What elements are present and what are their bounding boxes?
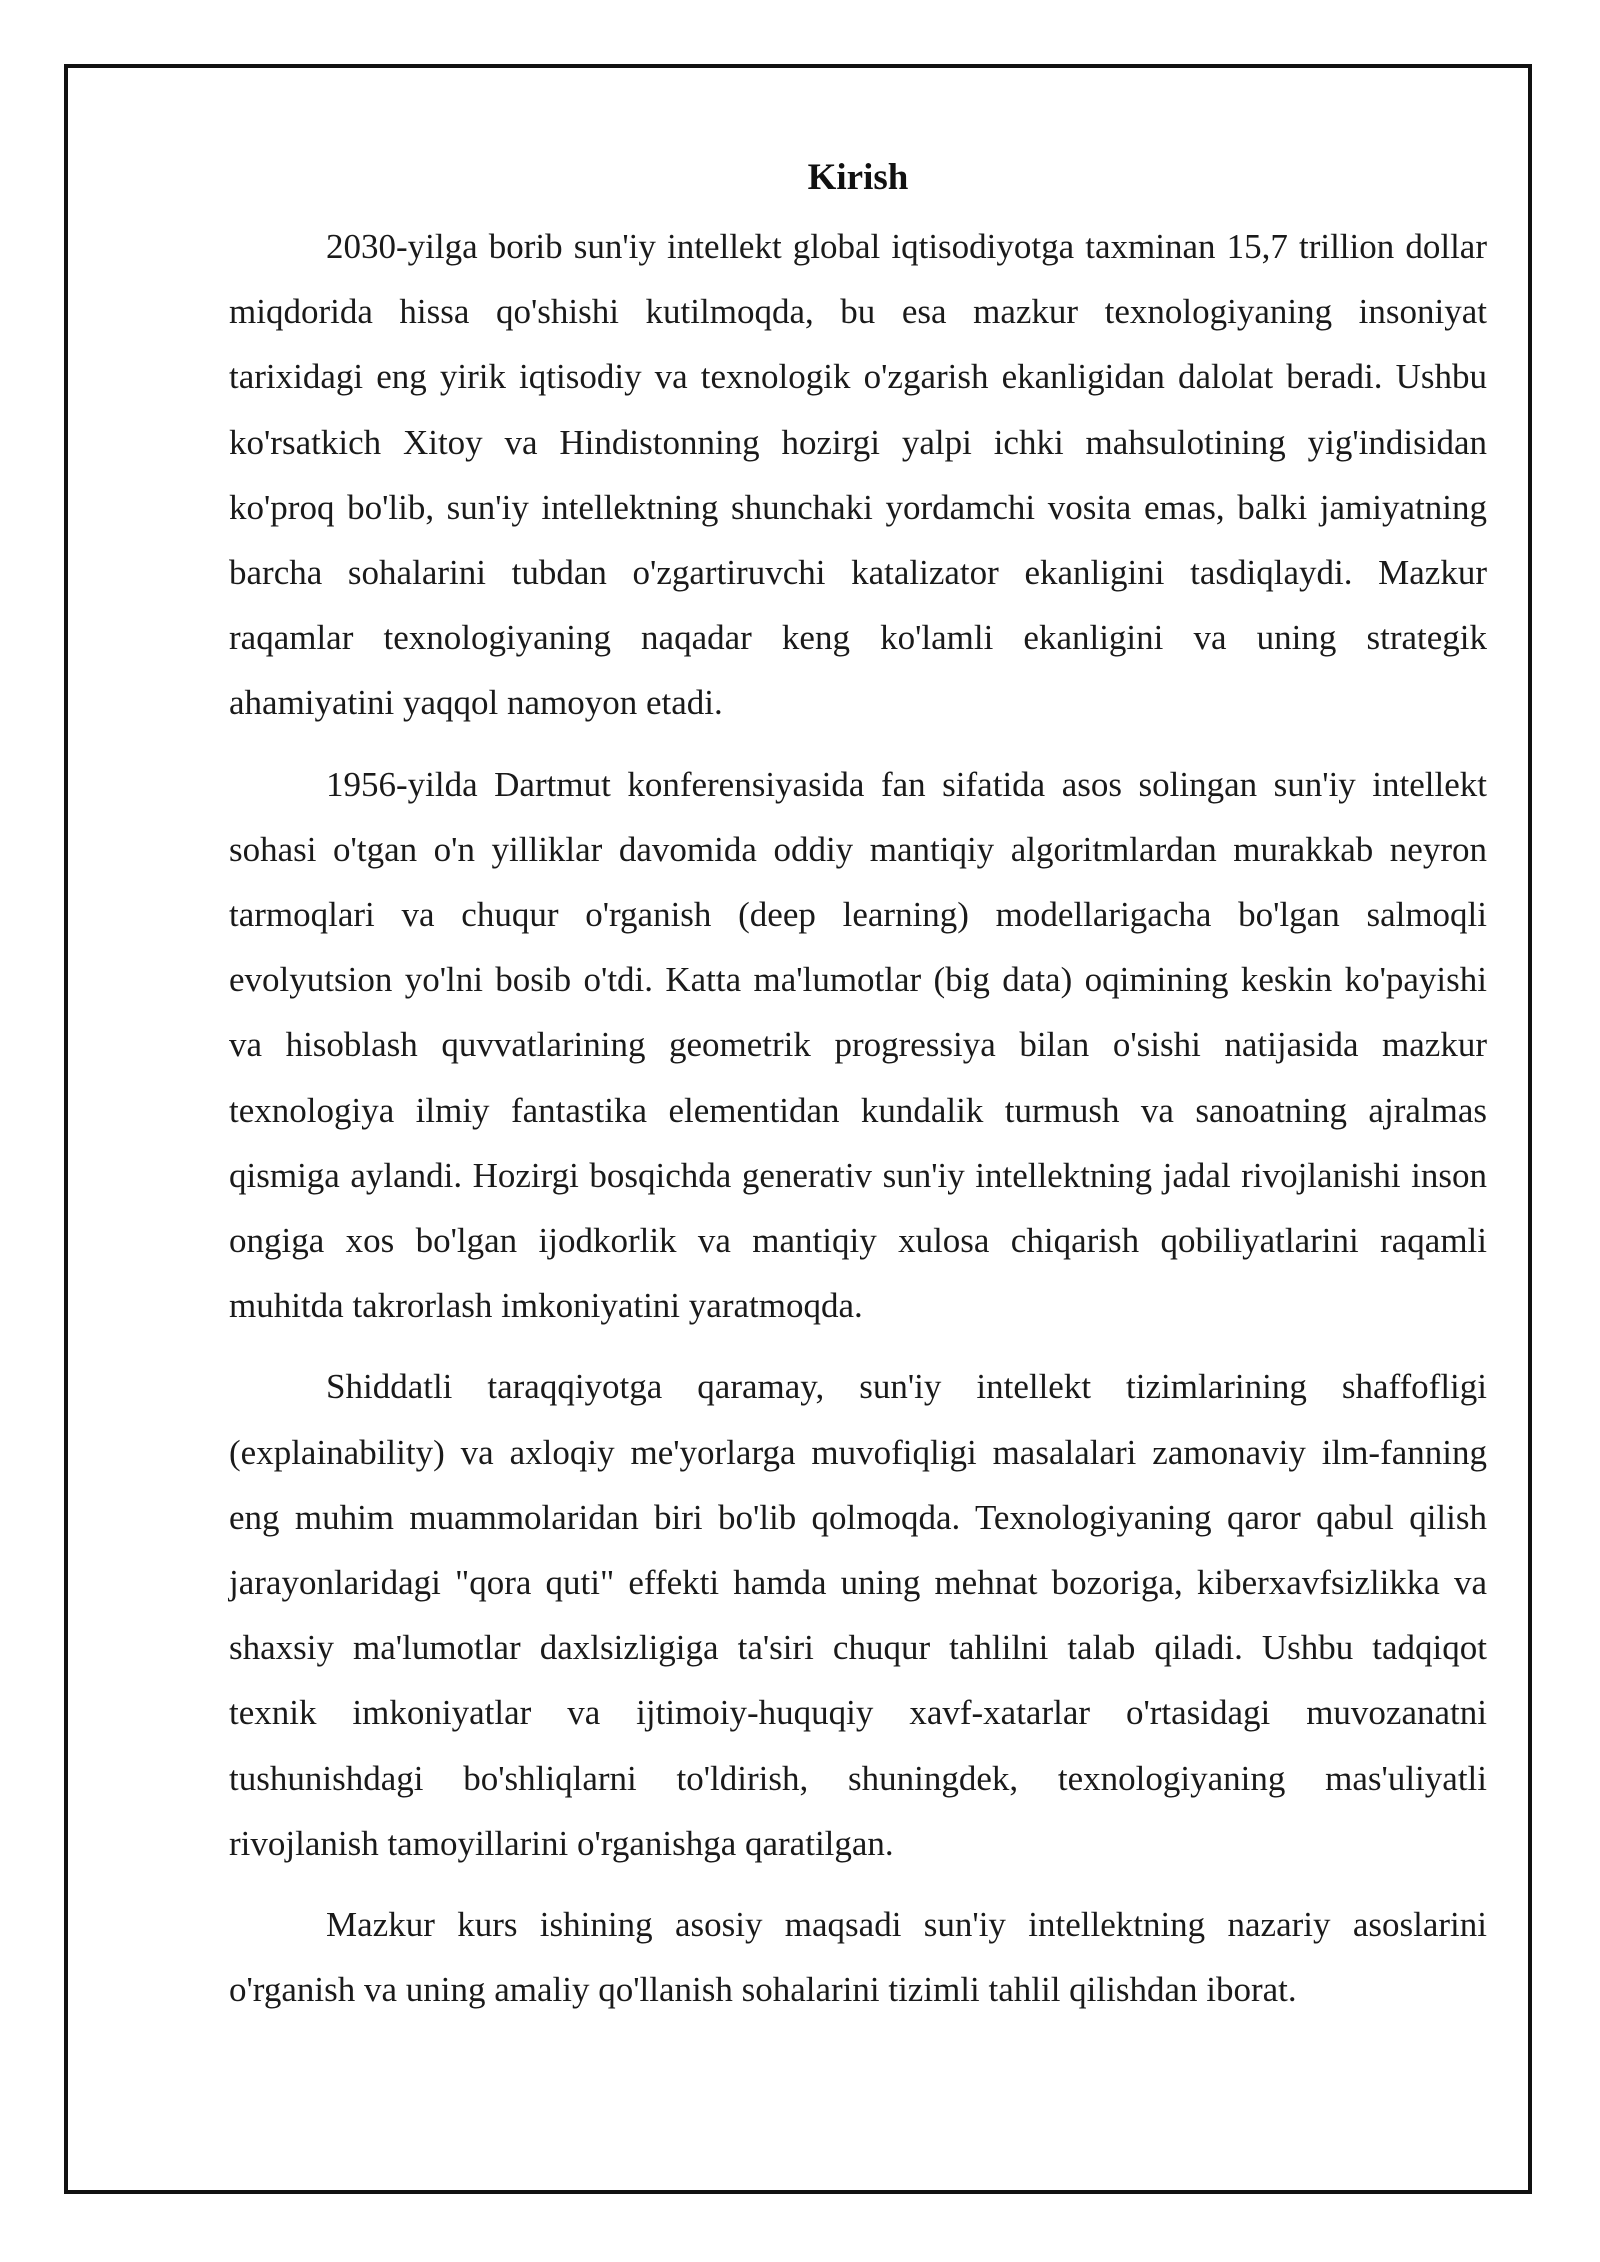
paragraph-2: 1956-yilda Dartmut konferensiyasida fan sifatida asos solingan sun'iy intellekt sohasi o'tgan o'n yilliklar davomida oddiy mantiqiy algoritmlardan murakkab neyron tarmoqlari va chuqur o'rganish (deep learning) modellarigacha bo'lgan salmoqli evolyutsion yo'lni bosib o'tdi. Katta ma'lumotlar (big data) oqimining keskin ko'payishi va hisoblash quvvatlarining geometrik progressiya bilan o'sishi natijasida mazkur texnologiya ilmiy fantastika elementidan kundalik turmush va sanoatning ajralmas qismiga aylandi. Hozirgi bosqichda generativ sun'iy intellektning jadal rivojlanishi inson ongiga xos bo'lgan ijodkorlik va mantiqiy xulosa chiqarish qobiliyatlarini raqamli muhitda takrorlash imkoniyatini yaratmoqda. — [229, 764, 1487, 1326]
section-title: Kirish — [807, 157, 909, 198]
paragraph-3: Shiddatli taraqqiyotga qaramay, sun'iy intellekt tizimlarining shaffofligi (explainability) va axloqiy me'yorlarga muvofiqligi masalalari zamonaviy ilm-fanning eng muhim muammolaridan biri bo'lib qolmoqda. Texnologiyaning qaror qabul qilish jarayonlaridagi "qora quti" effekti hamda uning mehnat bozoriga, kiberxavfsizlikka va shaxsiy ma'lumotlar daxlsizligiga ta'siri chuqur tahlilni talab qiladi. Ushbu tadqiqot texnik imkoniyatlar va ijtimoiy-huquqiy xavf-xatarlar o'rtasidagi muvozanatni tushunishdagi bo'shliqlarni to'ldirish, shuningdek, texnologiyaning mas'uliyatli rivojlanish tamoyillarini o'rganishga qaratilgan. — [229, 1367, 1487, 1863]
paragraph-4: Mazkur kurs ishining asosiy maqsadi sun'iy intellektning nazariy asoslarini o'rganish va uning amaliy qo'llanish sohalarini tizimli tahlil qilishdan iborat. — [229, 1905, 1487, 2010]
paragraph-1: 2030-yilga borib sun'iy intellekt global iqtisodiyotga taxminan 15,7 trillion dollar miqdorida hissa qo'shishi kutilmoqda, bu esa mazkur texnologiyaning insoniyat tarixidagi eng yirik iqtisodiy va texnologik o'zgarish ekanligidan dalolat beradi. Ushbu ko'rsatkich Xitoy va Hindistonning hozirgi yalpi ichki mahsulotining yig'indisidan ko'proq bo'lib, sun'iy intellektning shunchaki yordamchi vosita emas, balki jamiyatning barcha sohalarini tubdan o'zgartiruvchi katalizator ekanligini tasdiqlaydi. Mazkur raqamlar texnologiyaning naqadar keng ko'lamli ekanligini va uning strategik ahamiyatini yaqqol namoyon etadi. — [229, 227, 1487, 723]
document-body — [229, 148, 1487, 2038]
